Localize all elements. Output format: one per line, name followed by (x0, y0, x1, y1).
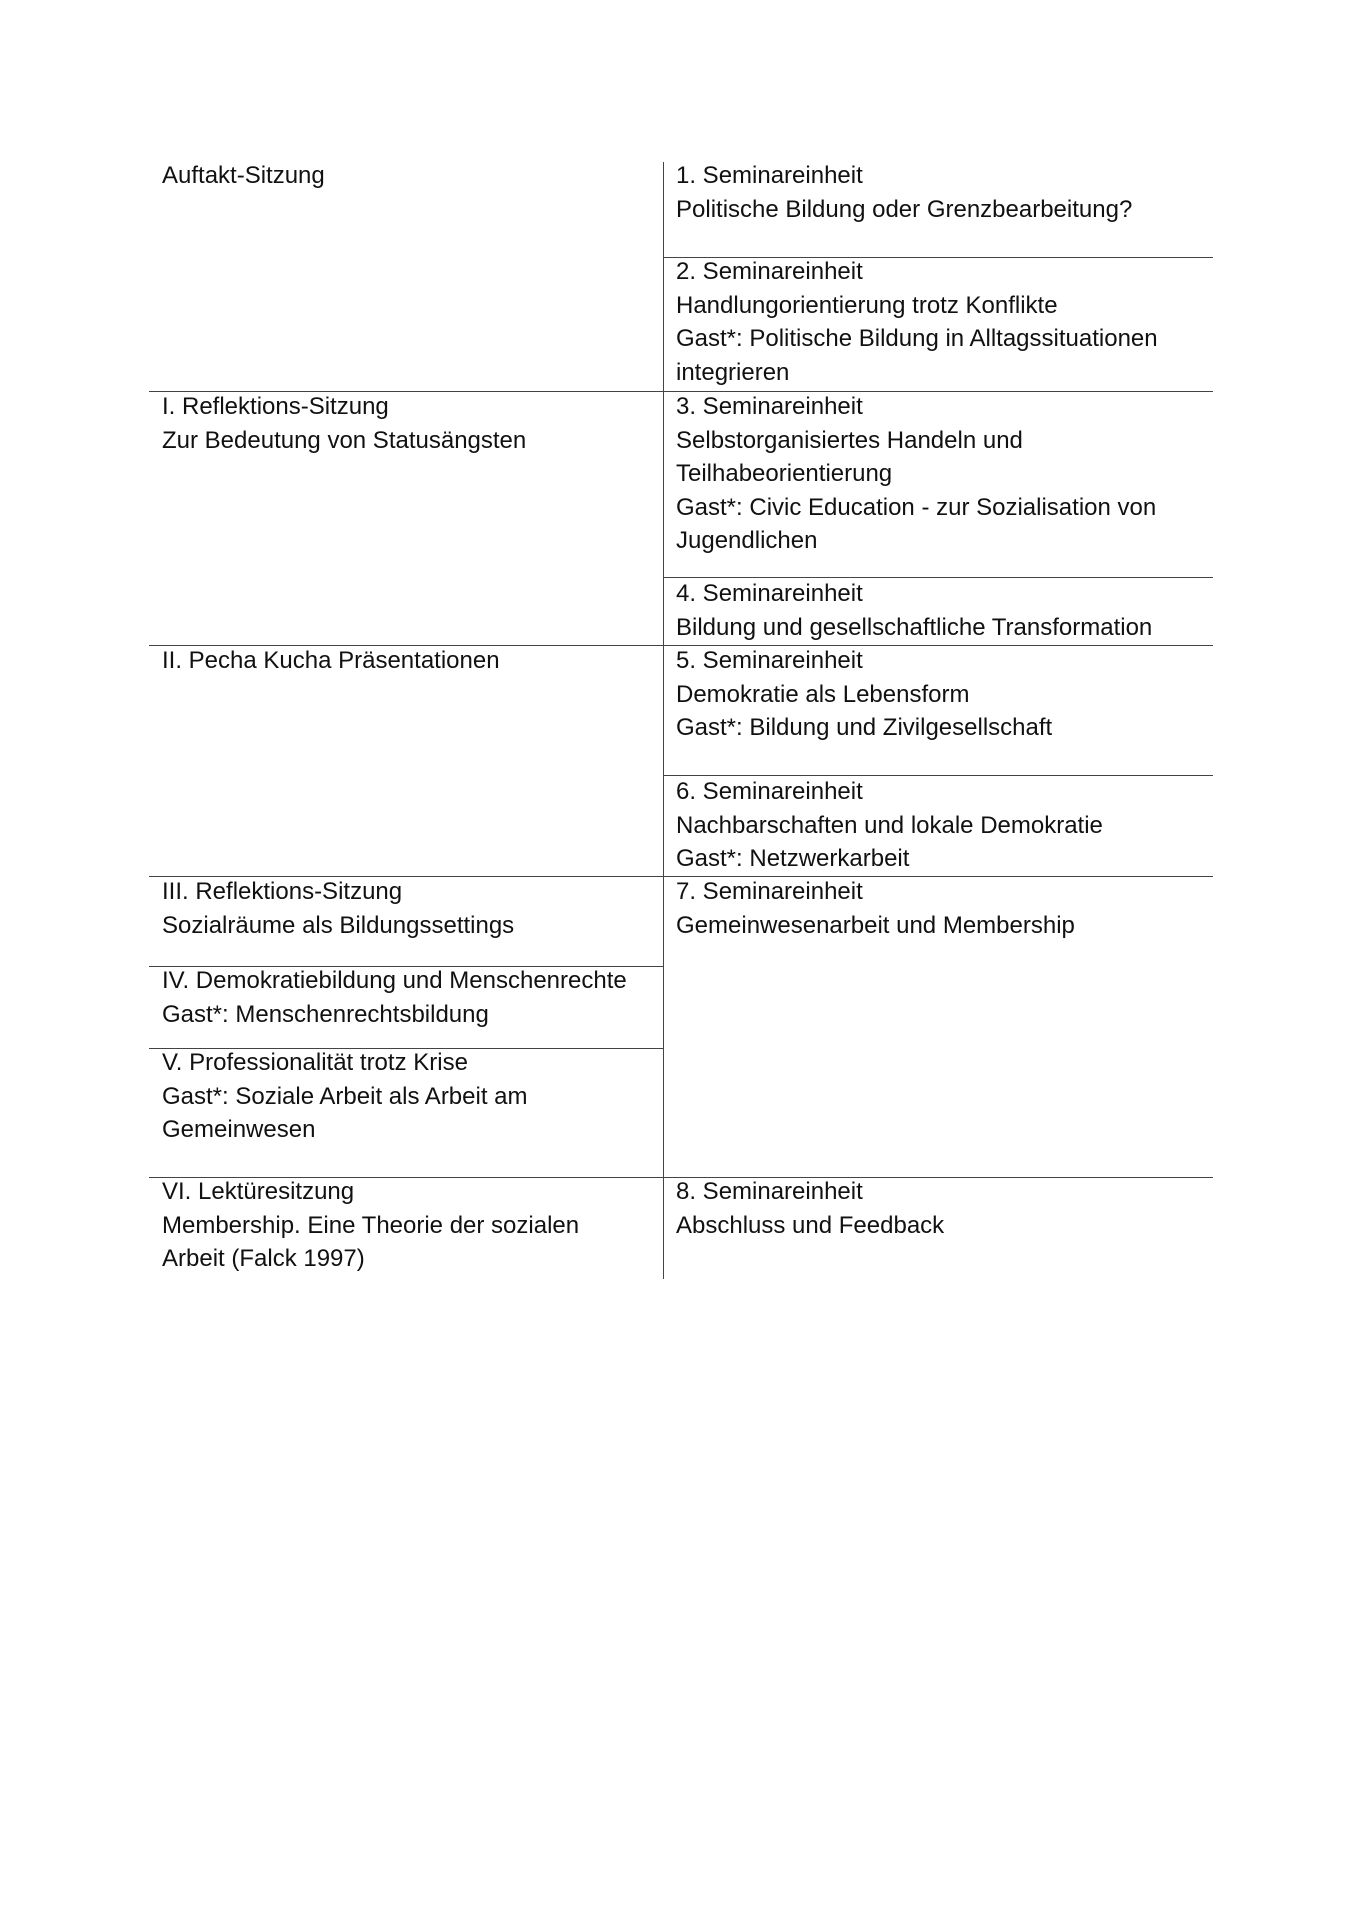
unit-topic: Bildung und gesellschaftliche Transformation (676, 613, 1153, 641)
unit-topic: Teilhabeorientierung (676, 460, 893, 487)
session-topic: Sozialräume als Bildungssettings (162, 911, 515, 939)
unit-title: 4. Seminareinheit (676, 580, 863, 607)
unit-guest: Gast*: Netzwerkarbeit (676, 845, 910, 872)
unit-title: 2. Seminareinheit (676, 258, 863, 285)
unit-topic: Handlungorientierung trotz Konflikte (676, 291, 1058, 319)
session-title: Auftakt-Sitzung (162, 162, 325, 189)
session-title: VI. Lektüresitzung (162, 1178, 355, 1205)
seminar-unit-3 (676, 390, 1216, 558)
session-title: V. Professionalität trotz Krise (162, 1049, 468, 1076)
unit-guest: integrieren (676, 358, 790, 386)
column-divider (663, 162, 664, 1279)
session-title: III. Reflektions-Sitzung (162, 878, 403, 905)
unit-title: 7. Seminareinheit (676, 878, 863, 905)
seminar-unit-2 (676, 255, 1216, 389)
unit-topic: Selbstorganisiertes Handeln und (676, 426, 1023, 454)
session-demokratiebildung (162, 964, 662, 1031)
unit-title: 8. Seminareinheit (676, 1178, 863, 1205)
session-auftakt (162, 159, 662, 193)
session-title: IV. Demokratiebildung und Menschenrechte (162, 967, 627, 994)
seminar-unit-8 (676, 1175, 1216, 1242)
session-title: II. Pecha Kucha Präsentationen (162, 647, 500, 674)
session-lektuere (162, 1175, 662, 1276)
session-professionalitaet (162, 1046, 662, 1147)
session-title: I. Reflektions-Sitzung (162, 393, 389, 420)
seminar-unit-5 (676, 644, 1216, 745)
session-reflektion-3 (162, 875, 662, 942)
unit-title: 1. Seminareinheit (676, 162, 863, 189)
session-pecha-kucha (162, 644, 662, 678)
unit-title: 3. Seminareinheit (676, 393, 863, 420)
session-reflektion-1 (162, 390, 662, 457)
unit-guest: Jugendlichen (676, 527, 818, 554)
unit-topic: Gemeinwesenarbeit und Membership (676, 911, 1075, 939)
unit-topic: Politische Bildung oder Grenzbearbeitung? (676, 195, 1133, 223)
unit-topic: Demokratie als Lebensform (676, 680, 970, 708)
seminar-unit-4 (676, 577, 1216, 644)
unit-guest: Gast*: Civic Education - zur Sozialisation von (676, 493, 1157, 521)
unit-topic: Abschluss und Feedback (676, 1211, 945, 1239)
session-topic: Membership. Eine Theorie der sozialen (162, 1211, 580, 1239)
unit-title: 5. Seminareinheit (676, 647, 863, 674)
unit-topic: Nachbarschaften und lokale Demokratie (676, 811, 1103, 839)
unit-title: 6. Seminareinheit (676, 778, 863, 805)
session-guest: Gast*: Menschenrechtsbildung (162, 1000, 489, 1028)
session-topic: Zur Bedeutung von Statusängsten (162, 426, 527, 454)
unit-guest: Gast*: Politische Bildung in Alltagssituationen (676, 325, 1158, 352)
session-topic: Arbeit (Falck 1997) (162, 1245, 365, 1272)
session-guest: Gemeinwesen (162, 1116, 316, 1143)
unit-guest: Gast*: Bildung und Zivilgesellschaft (676, 714, 1053, 741)
session-guest: Gast*: Soziale Arbeit als Arbeit am (162, 1082, 528, 1110)
seminar-unit-1 (676, 159, 1216, 226)
seminar-unit-6 (676, 775, 1216, 876)
seminar-unit-7 (676, 875, 1216, 942)
